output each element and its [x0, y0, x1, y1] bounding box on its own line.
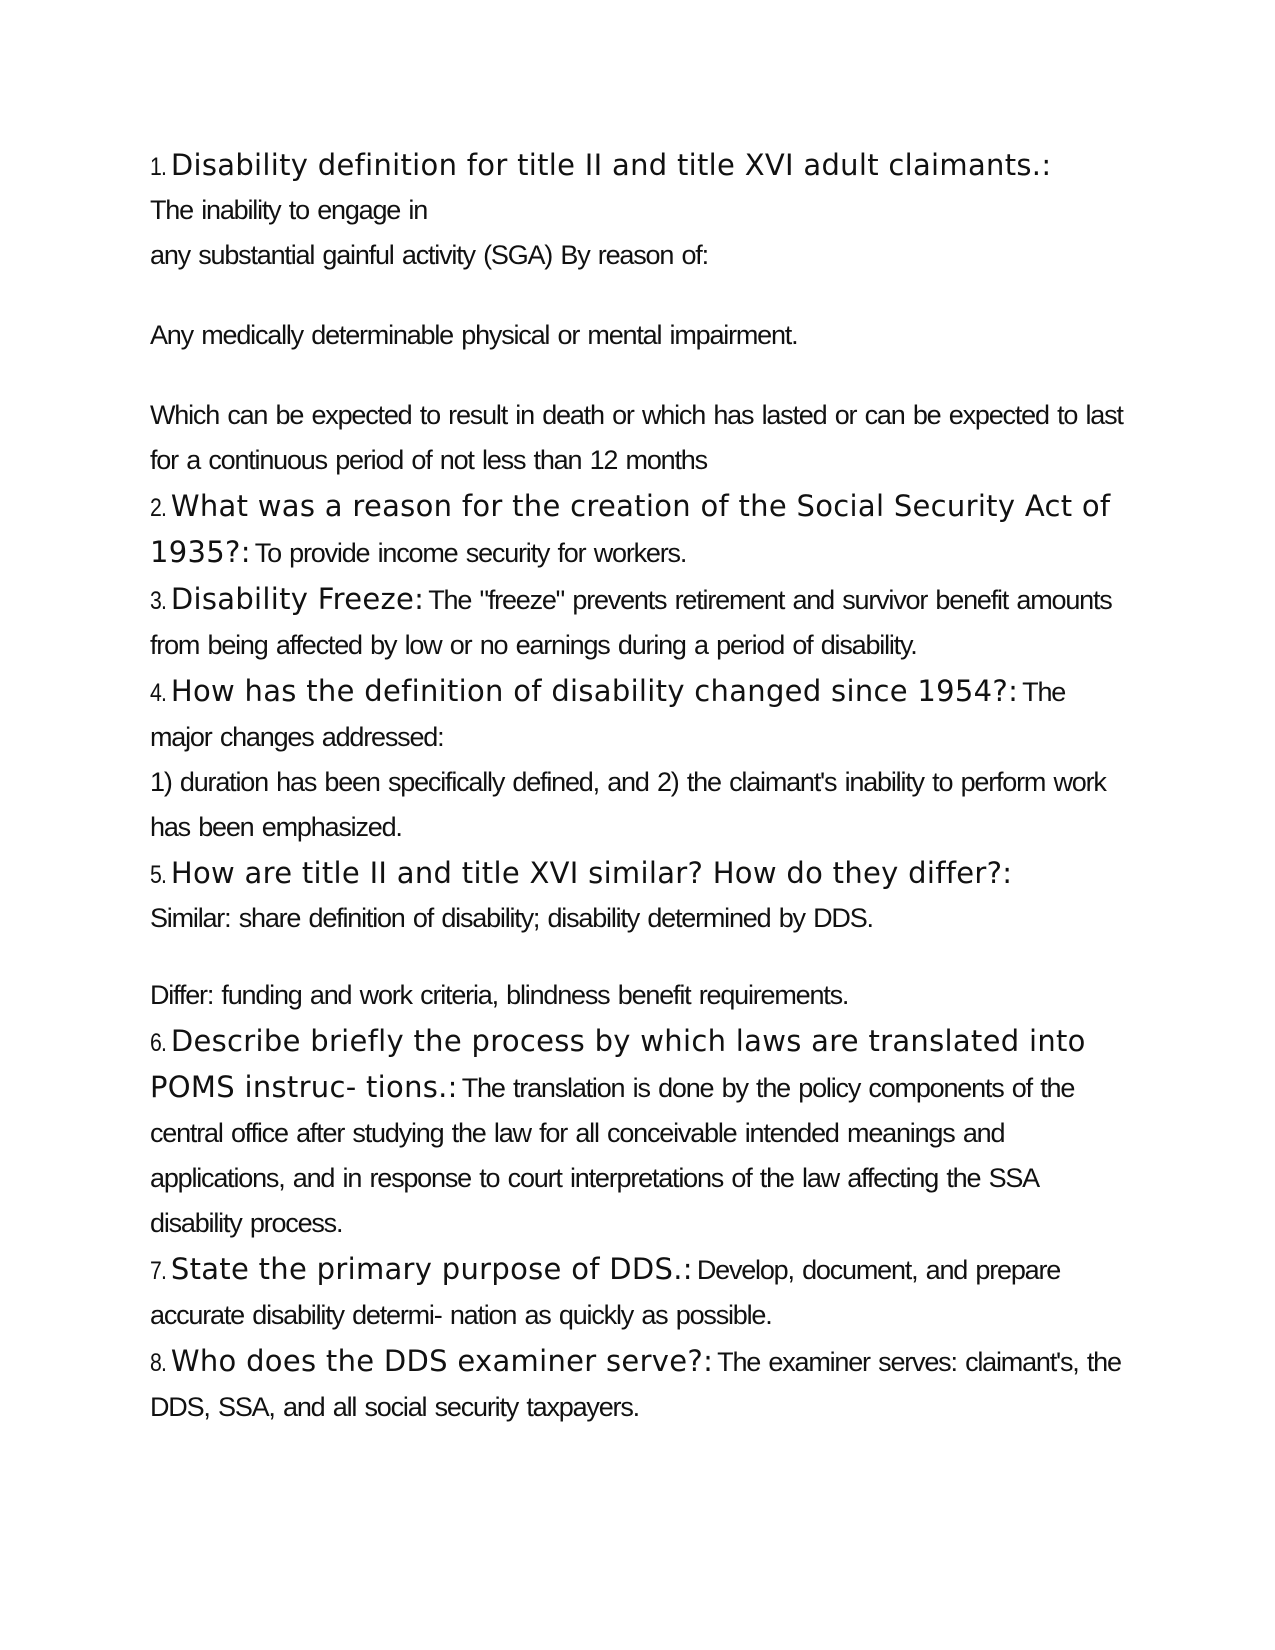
document-page: [150, 142, 1130, 1430]
question-text: Describe briefly the process by which laws are translated into POMS instruc- tions.:: [150, 1024, 1086, 1104]
qa-item-7: [150, 1246, 1130, 1338]
qa-item-1: [150, 142, 1130, 483]
answer-line: any substantial gainful activity (SGA) By reason of:: [150, 240, 708, 270]
item-number: 3.: [150, 587, 167, 615]
answer-text: The translation is done by the policy components of the central office after studying the law for all conceivable intended meanings and applications, and in response to court interpretations of the law affecting the SSA disability process.: [150, 1073, 1075, 1238]
question-text: How has the definition of disability changed since 1954?:: [170, 674, 1019, 708]
item-number: 1.: [150, 153, 167, 181]
spacer: [150, 941, 1130, 973]
question-text: Disability Freeze:: [170, 582, 425, 616]
answer-text: The major changes addressed:: [150, 677, 1066, 752]
qa-item-2: [150, 483, 1130, 576]
answer-line: Similar: share definition of disability; disability determined by DDS.: [150, 903, 873, 933]
answer-line: Which can be expected to result in death or which has lasted or can be expected to last for a continuous period of not less than 12 months: [150, 400, 1123, 475]
qa-item-5: [150, 850, 1130, 1018]
question-text: Who does the DDS examiner serve?:: [170, 1344, 714, 1378]
question-text: What was a reason for the creation of the Social Security Act of 1935?:: [150, 489, 1111, 569]
spacer: [150, 358, 1130, 393]
item-number: 6.: [150, 1029, 167, 1057]
answer-text: The examiner serves: claimant's, the DDS, SSA, and all social security taxpayers.: [150, 1347, 1121, 1422]
qa-item-6: [150, 1018, 1130, 1246]
item-number: 2.: [150, 494, 167, 522]
answer-text: To provide income security for workers.: [254, 538, 687, 568]
answer-line: 1) duration has been specifically defined, and 2) the claimant's inability to perform work has been emphasized.: [150, 767, 1106, 842]
qa-item-8: [150, 1338, 1130, 1430]
answer-line: Differ: funding and work criteria, blindness benefit requirements.: [150, 980, 849, 1010]
qa-item-3: [150, 576, 1130, 668]
spacer: [150, 278, 1130, 313]
answer-text: Develop, document, and prepare accurate disability determi- nation as quickly as possible.: [150, 1255, 1061, 1330]
question-text: State the primary purpose of DDS.:: [170, 1252, 693, 1286]
item-number: 7.: [150, 1257, 167, 1285]
answer-line: Any medically determinable physical or mental impairment.: [150, 320, 798, 350]
answer-text: The "freeze" prevents retirement and survivor benefit amounts from being affected by low or no earnings during a period of disability.: [150, 585, 1112, 660]
qa-item-4: [150, 668, 1130, 850]
item-number: 5.: [150, 861, 167, 889]
question-text: How are title II and title XVI similar? How do they differ?:: [170, 856, 1013, 890]
item-number: 4.: [150, 679, 167, 707]
answer-line: The inability to engage in: [150, 195, 428, 225]
question-text: Disability definition for title II and title XVI adult claimants.:: [170, 148, 1052, 182]
item-number: 8.: [150, 1349, 167, 1377]
